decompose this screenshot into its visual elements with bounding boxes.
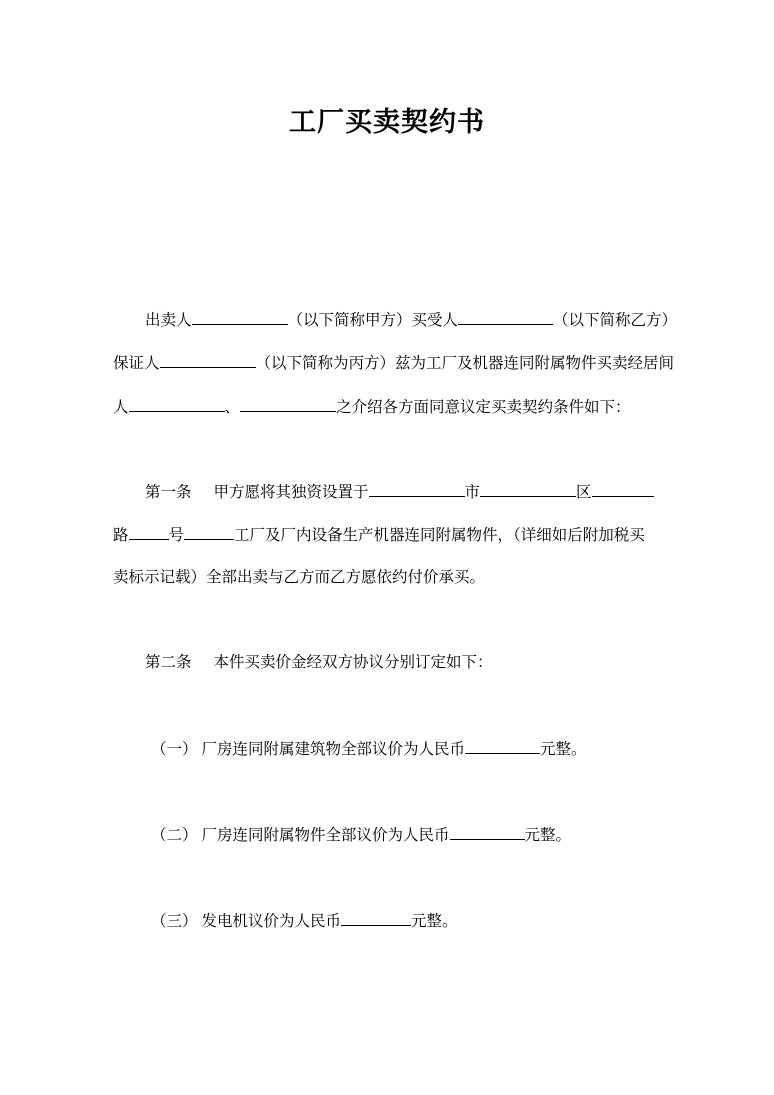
broker-blank-2 bbox=[240, 396, 336, 412]
number-label: 号 bbox=[168, 526, 185, 544]
preamble-line-3 bbox=[113, 396, 673, 417]
road-label: 路 bbox=[113, 526, 129, 544]
guarantor-blank bbox=[160, 352, 256, 368]
article2-heading: 第二条 bbox=[145, 653, 192, 671]
item-text: 发电机议价为人民币 bbox=[201, 912, 342, 930]
preamble-line-2 bbox=[113, 352, 673, 373]
article1-heading: 第一条 bbox=[145, 483, 192, 501]
price-item-2 bbox=[151, 824, 711, 845]
item-text: 厂房连同附属建筑物全部议价为人民币 bbox=[201, 740, 466, 758]
item-2-blank bbox=[450, 824, 525, 840]
city-label: 市 bbox=[464, 483, 481, 501]
item-marker: （三） bbox=[151, 912, 198, 930]
price-item-3 bbox=[151, 910, 711, 931]
district-label: 区 bbox=[576, 483, 592, 501]
article1-line-1 bbox=[145, 481, 705, 502]
item-3-blank bbox=[341, 910, 411, 926]
item-suffix: 元整。 bbox=[540, 740, 587, 758]
seller-blank bbox=[192, 309, 288, 325]
article1-line-3 bbox=[113, 567, 673, 587]
seller-label: 出卖人 bbox=[145, 311, 192, 329]
price-item-1 bbox=[151, 738, 711, 759]
preamble-line-1 bbox=[145, 309, 705, 330]
broker-suffix: 之介绍各方面同意议定买卖契约条件如下： bbox=[336, 398, 631, 416]
item-suffix: 元整。 bbox=[411, 912, 458, 930]
road-blank-pre bbox=[592, 481, 654, 497]
guarantor-label: 保证人 bbox=[113, 354, 160, 372]
document-title: 工厂买卖契约书 bbox=[289, 107, 485, 138]
item-suffix: 元整。 bbox=[524, 826, 572, 844]
buyer-blank bbox=[458, 309, 553, 325]
article2-text: 本件买卖价金经双方协议分别订定如下： bbox=[213, 653, 493, 671]
buyer-note: （以下简称乙方） bbox=[553, 311, 678, 329]
item-1-blank bbox=[465, 738, 540, 754]
broker-blank-1 bbox=[129, 396, 225, 412]
item-marker: （二） bbox=[151, 826, 198, 844]
article1-text-a: 甲方愿将其独资设置于 bbox=[213, 483, 369, 501]
broker-prefix: 人 bbox=[113, 398, 129, 416]
city-blank bbox=[369, 481, 465, 497]
broker-separator: 、 bbox=[224, 398, 241, 416]
article1-line-2 bbox=[113, 524, 673, 545]
article2-line bbox=[145, 652, 705, 672]
district-blank bbox=[480, 481, 576, 497]
item-marker: （一） bbox=[151, 740, 198, 758]
article1-text-c: 卖标示记载）全部出卖与乙方而乙方愿依约付价承买。 bbox=[113, 568, 486, 586]
number-blank bbox=[184, 524, 234, 540]
guarantor-note: （以下简称为丙方）兹为工厂及机器连同附属物件买卖经居间 bbox=[255, 354, 675, 372]
article1-text-b: 工厂及厂内设备生产机器连同附属物件，（详细如后附加税买 bbox=[234, 526, 645, 544]
item-text: 厂房连同附属物件全部议价为人民币 bbox=[201, 826, 450, 844]
seller-note: （以下简称甲方）买受人 bbox=[287, 311, 459, 329]
road-blank bbox=[129, 524, 169, 540]
